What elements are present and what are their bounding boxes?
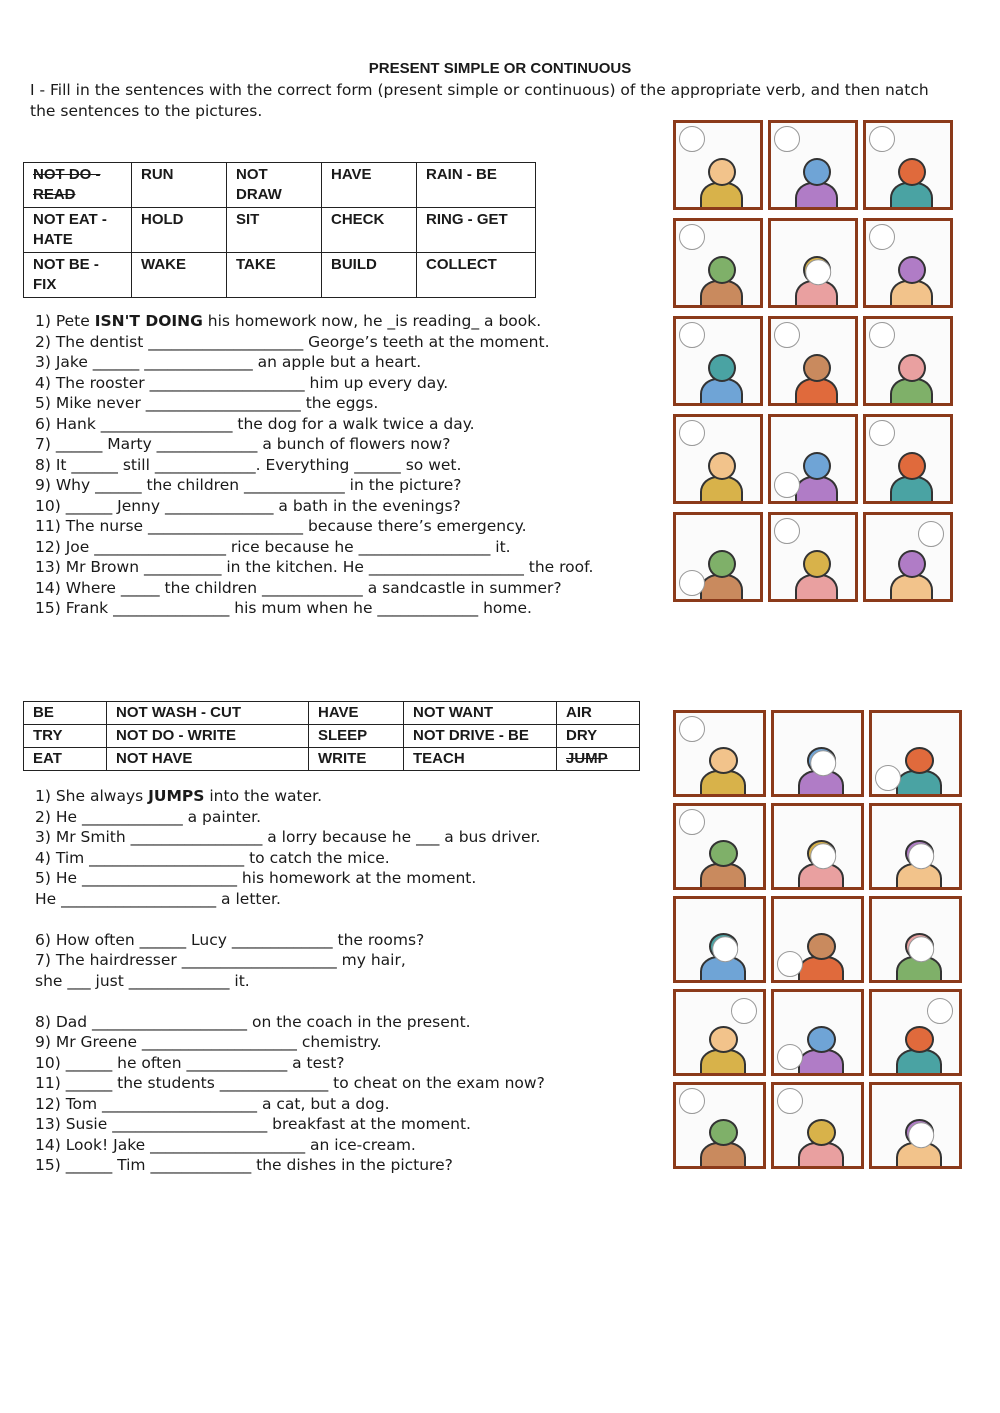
verb-cell: JUMP (557, 748, 640, 771)
sentence: 14) Look! Jake ____________________ an ice-cream. (35, 1135, 416, 1154)
cartoon-illustration (688, 441, 754, 501)
answer-circle[interactable] (679, 809, 705, 835)
picture-grid-1 (673, 120, 953, 602)
picture-frame (673, 120, 763, 210)
spacer (35, 991, 545, 1012)
answer-circle[interactable] (679, 716, 705, 742)
verb-cell: NOT DO - READ (24, 163, 132, 208)
picture-frame (673, 512, 763, 602)
picture-frame (673, 218, 763, 308)
verb-cell: BUILD (322, 253, 417, 298)
answer-circle[interactable] (731, 998, 757, 1024)
verb-cell: TEACH (404, 748, 557, 771)
sentence: 14) Where _____ the children _____________ a sandcastle in summer? (35, 578, 562, 597)
sentence: 10) ______ he often _____________ a test? (35, 1053, 345, 1072)
verb-cell: NOT BE - FIX (24, 253, 132, 298)
cartoon-illustration (688, 1109, 757, 1166)
sentence: she ___ just _____________ it. (35, 971, 250, 990)
cartoon-illustration (878, 245, 944, 305)
cartoon-illustration (688, 245, 754, 305)
verb-table-row (24, 748, 640, 771)
verb-cell: RING - GET (417, 208, 536, 253)
verb-cell: WRITE (309, 748, 404, 771)
answer-circle[interactable] (810, 750, 836, 776)
sentence: 12) Tom ____________________ a cat, but a dog. (35, 1094, 390, 1113)
verb-cell: HOLD (132, 208, 227, 253)
sentence (35, 786, 545, 807)
sentence: 5) Mike never ____________________ the eggs. (35, 394, 379, 412)
picture-frame (863, 120, 953, 210)
cartoon-illustration (688, 830, 757, 887)
cartoon-illustration (878, 147, 944, 207)
sentences-part-1 (35, 311, 593, 619)
cartoon-illustration (783, 539, 849, 599)
picture-frame (869, 710, 962, 797)
sentence: 6) Hank _________________ the dog for a walk twice a day. (35, 414, 475, 433)
cartoon-illustration (783, 147, 849, 207)
example-answer: ISN'T DOING (94, 312, 203, 330)
picture-frame (771, 989, 864, 1076)
answer-circle[interactable] (679, 420, 705, 446)
picture-frame (869, 803, 962, 890)
sentence: 15) Frank _______________ his mum when he _____________ home. (35, 599, 532, 617)
answer-circle[interactable] (679, 570, 705, 596)
cartoon-illustration (878, 343, 944, 403)
sentences-part-2 (35, 786, 545, 1176)
answer-circle[interactable] (908, 1122, 934, 1148)
sentence-text: 1) She always (35, 787, 149, 805)
cartoon-illustration (786, 1109, 855, 1166)
verb-cell: COLLECT (417, 253, 536, 298)
answer-circle[interactable] (869, 420, 895, 446)
verb-cell: NOT EAT - HATE (24, 208, 132, 253)
verb-table-row (24, 253, 536, 298)
sentence: 8) Dad ____________________ on the coach in the present. (35, 1012, 471, 1031)
picture-frame (673, 896, 766, 983)
verb-cell: DRY (557, 725, 640, 748)
picture-frame (869, 896, 962, 983)
picture-frame (869, 989, 962, 1076)
picture-frame (863, 512, 953, 602)
sentence: 7) The hairdresser ____________________ my hair, (35, 951, 406, 969)
sentence: 8) It ______ still _____________. Everything ______ so wet. (35, 455, 462, 474)
sentence: 3) Jake ______ ______________ an apple but a heart. (35, 353, 422, 371)
picture-frame (771, 710, 864, 797)
picture-frame (768, 316, 858, 406)
sentence-text: 1) Pete (35, 312, 95, 330)
picture-frame (768, 120, 858, 210)
answer-circle[interactable] (869, 322, 895, 348)
verb-cell: RUN (132, 163, 227, 208)
instructions: I - Fill in the sentences with the correct form (present simple or continuous) of the appropriate verb, and then natch the sentences to the pictures. (30, 81, 929, 120)
answer-circle[interactable] (679, 1088, 705, 1114)
sentence: 5) He ____________________ his homework at the moment. (35, 869, 477, 887)
answer-circle[interactable] (774, 322, 800, 348)
sentence: 15) ______ Tim _____________ the dishes in the picture? (35, 1156, 453, 1174)
verb-cell: SLEEP (309, 725, 404, 748)
picture-frame (869, 1082, 962, 1169)
verb-cell: EAT (24, 748, 107, 771)
sentence (35, 311, 593, 332)
worksheet-title: PRESENT SIMPLE OR CONTINUOUS (368, 60, 632, 77)
verb-cell: TRY (24, 725, 107, 748)
verb-cell: BE (24, 702, 107, 725)
example-answer: JUMPS (148, 787, 205, 805)
answer-circle[interactable] (810, 843, 836, 869)
picture-frame (771, 803, 864, 890)
spacer (35, 909, 545, 930)
sentence: 9) Mr Greene ____________________ chemistry. (35, 1033, 382, 1051)
picture-frame (863, 316, 953, 406)
answer-circle[interactable] (908, 843, 934, 869)
verb-table-row (24, 163, 536, 208)
sentence: 2) The dentist ____________________ George’s teeth at the moment. (35, 332, 550, 351)
cartoon-illustration (688, 737, 757, 794)
picture-frame (673, 710, 766, 797)
answer-circle[interactable] (712, 936, 738, 962)
sentence: 7) ______ Marty _____________ a bunch of flowers now? (35, 435, 451, 453)
sentence: 13) Susie ____________________ breakfast at the moment. (35, 1115, 471, 1133)
picture-frame (673, 1082, 766, 1169)
sentence-text: into the water. (204, 787, 323, 805)
picture-grid-2 (673, 710, 962, 1169)
picture-frame (673, 414, 763, 504)
cartoon-illustration (688, 343, 754, 403)
answer-circle[interactable] (679, 224, 705, 250)
verb-cell: NOT DRIVE - BE (404, 725, 557, 748)
picture-frame (673, 803, 766, 890)
verb-cell: NOT HAVE (107, 748, 309, 771)
picture-frame (771, 1082, 864, 1169)
answer-circle[interactable] (805, 259, 831, 285)
picture-frame (768, 414, 858, 504)
sentence: 10) ______ Jenny ______________ a bath in the evenings? (35, 496, 461, 515)
answer-circle[interactable] (774, 518, 800, 544)
answer-circle[interactable] (918, 521, 944, 547)
verb-table-row (24, 208, 536, 253)
sentence: 4) Tim ____________________ to catch the mice. (35, 848, 390, 867)
picture-frame (863, 218, 953, 308)
verb-cell: WAKE (132, 253, 227, 298)
answer-circle[interactable] (774, 126, 800, 152)
sentence: 13) Mr Brown __________ in the kitchen. He ____________________ the roof. (35, 558, 594, 576)
verb-table-row (24, 702, 640, 725)
verb-cell: CHECK (322, 208, 417, 253)
verb-cell: SIT (227, 208, 322, 253)
cartoon-illustration (878, 539, 944, 599)
answer-circle[interactable] (777, 951, 803, 977)
picture-frame (673, 989, 766, 1076)
sentence: 11) ______ the students ______________ to cheat on the exam now? (35, 1074, 545, 1092)
picture-frame (771, 896, 864, 983)
answer-circle[interactable] (875, 765, 901, 791)
answer-circle[interactable] (927, 998, 953, 1024)
verb-table-1 (23, 162, 536, 298)
answer-circle[interactable] (777, 1088, 803, 1114)
sentence: 3) Mr Smith _________________ a lorry because he ___ a bus driver. (35, 828, 541, 846)
verb-cell: TAKE (227, 253, 322, 298)
answer-circle[interactable] (908, 936, 934, 962)
verb-cell: NOT DRAW (227, 163, 322, 208)
picture-frame (673, 316, 763, 406)
cartoon-illustration (783, 343, 849, 403)
answer-circle[interactable] (774, 472, 800, 498)
sentence: 6) How often ______ Lucy _____________ the rooms? (35, 930, 425, 949)
picture-frame (863, 414, 953, 504)
verb-cell: HAVE (309, 702, 404, 725)
answer-circle[interactable] (679, 126, 705, 152)
answer-circle[interactable] (679, 322, 705, 348)
sentence: He ____________________ a letter. (35, 889, 281, 908)
verb-cell: RAIN - BE (417, 163, 536, 208)
answer-circle[interactable] (777, 1044, 803, 1070)
verb-cell: AIR (557, 702, 640, 725)
sentence: 4) The rooster ____________________ him up every day. (35, 373, 449, 392)
sentence: 9) Why ______ the children _____________ in the picture? (35, 476, 462, 494)
sentence: 12) Joe _________________ rice because he _________________ it. (35, 537, 511, 556)
verb-table-2 (23, 701, 640, 771)
cartoon-illustration (884, 1016, 953, 1073)
sentence: 11) The nurse ____________________ because there’s emergency. (35, 517, 527, 535)
picture-frame (768, 512, 858, 602)
sentence-text: his homework now, he _is reading_ a book. (202, 312, 542, 330)
sentence: 2) He _____________ a painter. (35, 807, 262, 826)
verb-cell: NOT DO - WRITE (107, 725, 309, 748)
cartoon-illustration (688, 1016, 757, 1073)
verb-cell: NOT WASH - CUT (107, 702, 309, 725)
answer-circle[interactable] (869, 224, 895, 250)
verb-cell: HAVE (322, 163, 417, 208)
cartoon-illustration (878, 441, 944, 501)
verb-table-row (24, 725, 640, 748)
answer-circle[interactable] (869, 126, 895, 152)
verb-cell: NOT WANT (404, 702, 557, 725)
picture-frame (768, 218, 858, 308)
cartoon-illustration (688, 147, 754, 207)
